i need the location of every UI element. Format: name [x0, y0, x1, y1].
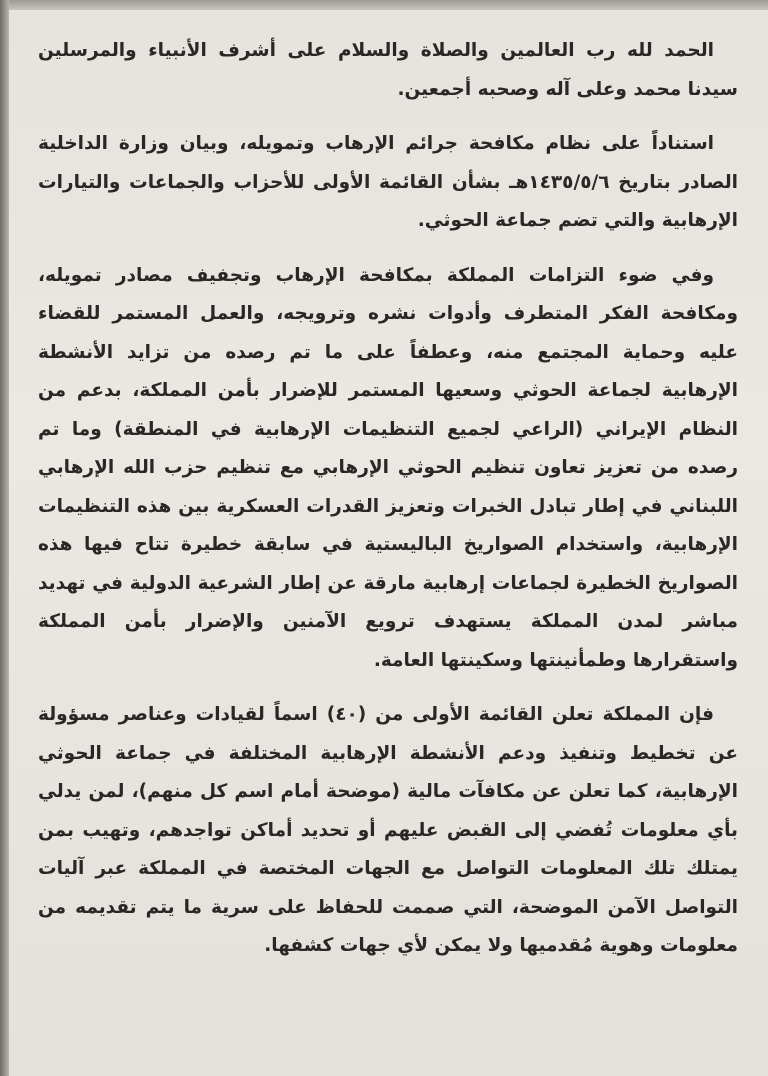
paragraph-announcement: فإن المملكة تعلن القائمة الأولى من (٤٠) اسماً لقيادات وعناصر مسؤولة عن تخطيط وتنفيذ ودعم الأنشطة الإرهابية المختلفة في جماعة الحوثي الإرهابية، كما تعلن عن مكافآت مالية (موضحة أمام اسم كل منهم)، لمن يدلي بأي معلومات تُفضي إلى القبض عليهم أو تحديد أماكن تواجدهم، وتهيب بمن يمتلك تلك المعلومات التواصل مع الجهات المختصة في المملكة عبر آليات التواصل الآمن الموضحة، التي صممت للحفاظ على سرية ما يتم تقديمه من معلومات وهوية مُقدميها ولا يمكن لأي جهات كشفها.	[38, 704, 738, 956]
paragraph-opening: الحمد لله رب العالمين والصلاة والسلام على أشرف الأنبياء والمرسلين سيدنا محمد وعلى آله وصحبه أجمعين.	[38, 40, 738, 100]
background-edge-left	[0, 0, 9, 1076]
paragraph-context: وفي ضوء التزامات المملكة بمكافحة الإرهاب وتجفيف مصادر تمويله، ومكافحة الفكر المتطرف وأدوات نشره وترويجه، والعمل المستمر للقضاء عليه وحماية المجتمع منه، وعطفاً على ما تم رصده من تزايد الأنشطة الإرهابية لجماعة الحوثي وسعيها المستمر للإضرار بأمن المملكة، بدعم من النظام الإيراني (الراعي لجميع التنظيمات الإرهابية في المنطقة) وما تم رصده من تعزيز تعاون تنظيم الحوثي الإرهابي مع تنظيم حزب الله الإرهابي اللبناني في إطار تبادل الخبرات وتعزيز القدرات العسكرية بين هذه التنظيمات الإرهابية، واستخدام الصواريخ الباليستية في سابقة خطيرة تتاح فيها هذه الصواريخ الخطيرة لجماعات إرهابية مارقة عن إطار الشرعية الدولية في تهديد مباشر لمدن المملكة يستهدف ترويع الآمنين والإضرار بأمن المملكة واستقرارها وطمأنينتها وسكينتها العامة.	[38, 264, 738, 671]
document-body	[38, 32, 738, 982]
paragraph-legal-basis: استناداً على نظام مكافحة جرائم الإرهاب وتمويله، وبيان وزارة الداخلية الصادر بتاريخ ١٤٣٥/٥/٦هـ بشأن القائمة الأولى للأحزاب والجماعات والتيارات الإرهابية والتي تضم جماعة الحوثي.	[38, 133, 738, 231]
